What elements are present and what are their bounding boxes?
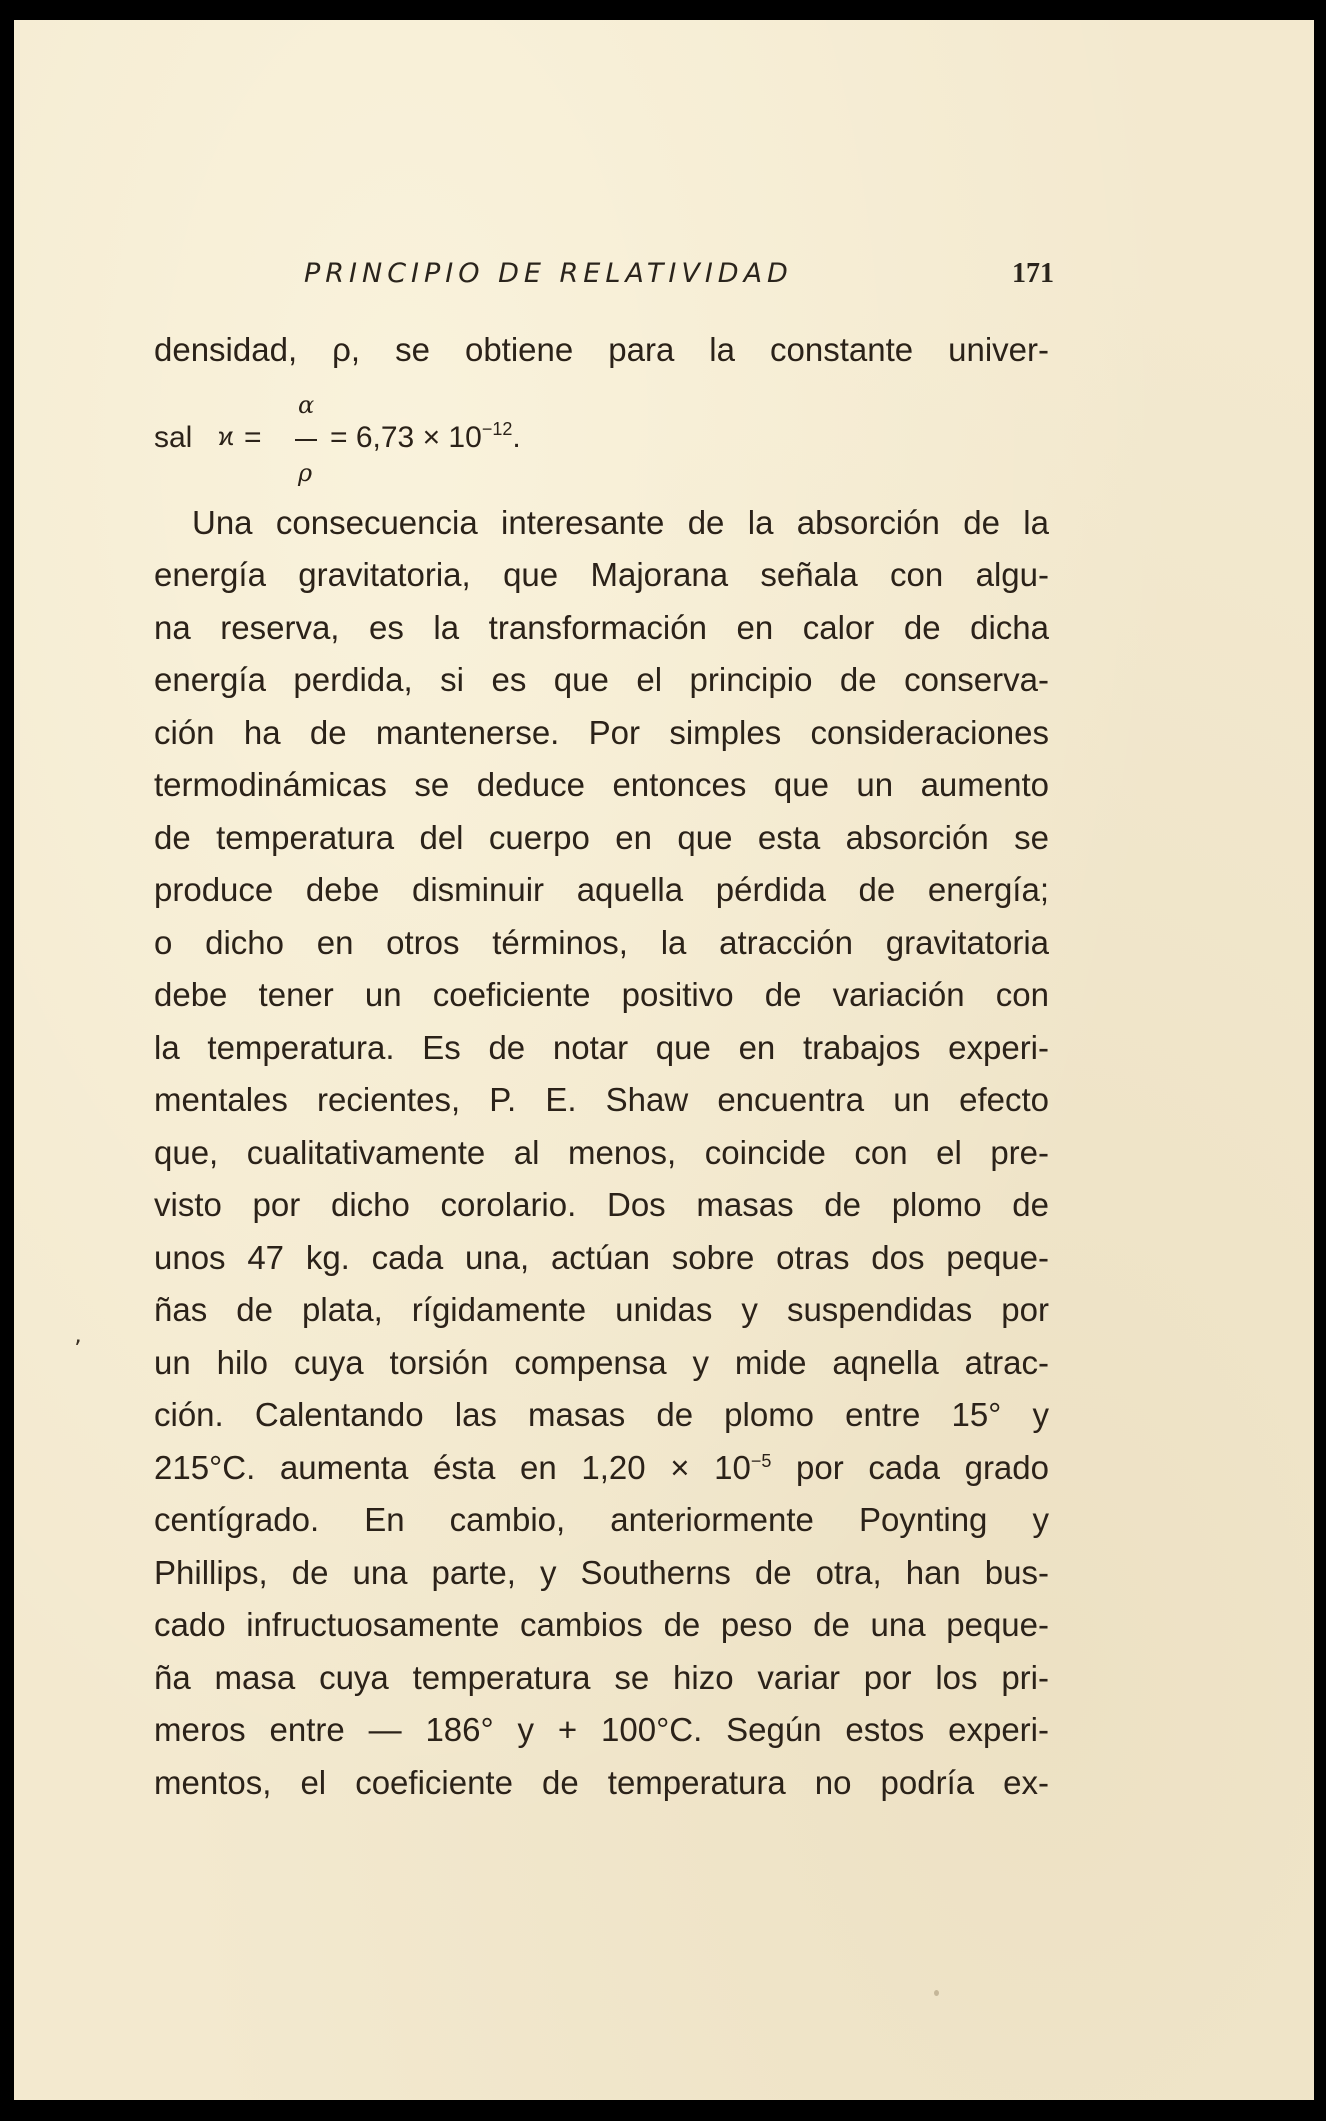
text-line (154, 1442, 1049, 1495)
text-line: que, cualitativamente al menos, coincide con el pre- (154, 1133, 1049, 1171)
formula-line (154, 377, 1049, 497)
formula-value (330, 418, 521, 455)
text-line: o dicho en otros términos, la atracción gravitatoria (154, 923, 1049, 961)
text-line: Phillips, de una parte, y Southerns de otra, han bus- (154, 1553, 1049, 1591)
formula-mantissa: = 6,73 × 10 (330, 420, 482, 454)
text-line: ción ha de mantenerse. Por simples consideraciones (154, 713, 1049, 751)
text-fragment: por cada grado (771, 1448, 1049, 1486)
running-title: PRINCIPIO DE RELATIVIDAD (304, 258, 793, 289)
formula-lhs: ϰ (218, 420, 234, 451)
text-line: produce debe disminuir aquella pérdida de energía; (154, 871, 1049, 908)
text-line: meros entre — 186° y + 100°C. Según estos experi- (154, 1711, 1049, 1748)
text-line: centígrado. En cambio, anteriormente Poynting y (154, 1501, 1049, 1538)
text-line: ña masa cuya temperatura se hizo variar por los pri- (154, 1658, 1049, 1696)
text-line: energía gravitatoria, que Majorana señala con algu- (154, 556, 1049, 593)
book-page (14, 20, 1314, 2100)
running-head (304, 258, 1054, 298)
text-fragment: 215°C. aumenta ésta en 1,20 × 10 (154, 1448, 751, 1486)
text-line: unos 47 kg. cada una, actúan sobre otras dos peque- (154, 1238, 1049, 1276)
formula-exponent: −12 (481, 418, 513, 439)
exponent: −5 (750, 1450, 772, 1471)
text-line: visto por dicho corolario. Dos masas de plomo de (154, 1186, 1049, 1223)
formula-denominator: ρ (298, 458, 313, 487)
text-line: termodinámicas se deduce entonces que un aumento (154, 766, 1049, 803)
fraction-bar (295, 439, 317, 441)
margin-mark: ʼ (74, 1335, 82, 1363)
text-line: mentos, el coeficiente de temperatura no podría ex- (154, 1763, 1049, 1801)
formula-equals: = (244, 420, 262, 454)
text-line: energía perdida, si es que el principio de conserva- (154, 661, 1049, 698)
formula-end: . (512, 420, 521, 454)
text-line: la temperatura. Es de notar que en trabajos experi- (154, 1028, 1049, 1066)
text-line: de temperatura del cuerpo en que esta absorción se (154, 818, 1049, 856)
text-line: un hilo cuya torsión compensa y mide aqnella atrac- (154, 1343, 1049, 1381)
text-line: densidad, ρ, se obtiene para la constante univer- (154, 331, 1049, 368)
page-number: 171 (1012, 258, 1054, 289)
body-text (154, 324, 1049, 1809)
formula-numerator: α (298, 390, 315, 419)
formula-prefix: sal (154, 420, 193, 454)
text-line: ción. Calentando las masas de plomo entre 15° y (154, 1396, 1049, 1433)
paper-speck (934, 1990, 939, 1996)
text-line: cado infructuosamente cambios de peso de una peque- (154, 1606, 1049, 1643)
text-line: mentales recientes, P. E. Shaw encuentra un efecto (154, 1081, 1049, 1118)
text-line: Una consecuencia interesante de la absorción de la (192, 503, 1049, 541)
text-line: ñas de plata, rígidamente unidas y suspendidas por (154, 1291, 1049, 1328)
text-line: debe tener un coeficiente positivo de variación con (154, 976, 1049, 1013)
text-line: na reserva, es la transformación en calor de dicha (154, 608, 1049, 646)
